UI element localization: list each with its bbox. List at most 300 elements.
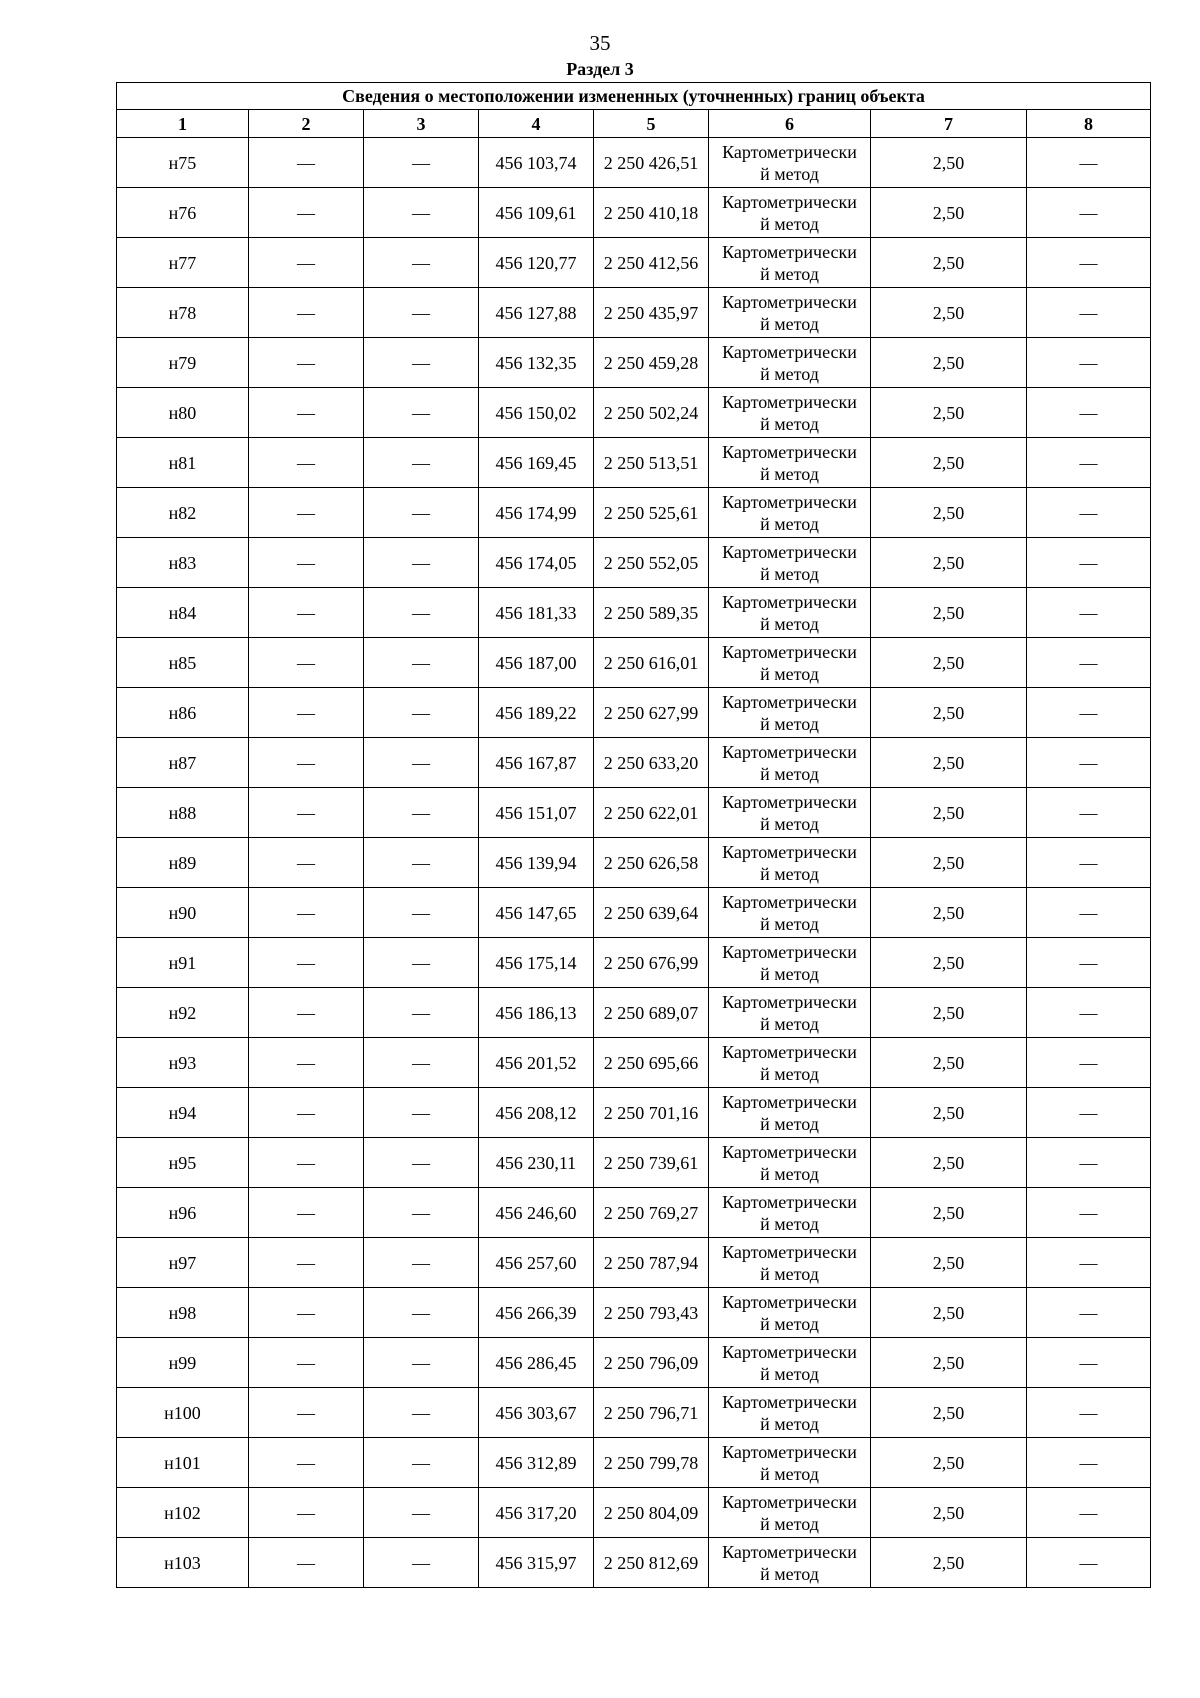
method-text-line1: Картометрически (722, 491, 857, 512)
y-coordinate-cell: 2 250 622,01 (594, 788, 709, 838)
point-name-cell: н97 (117, 1238, 249, 1288)
x-coordinate-cell: 456 127,88 (479, 288, 594, 338)
y-coordinate-cell: 2 250 410,18 (594, 188, 709, 238)
empty-value-cell: — (1027, 138, 1151, 188)
y-coordinate-cell: 2 250 459,28 (594, 338, 709, 388)
accuracy-cell: 2,50 (871, 1438, 1027, 1488)
point-name-cell: н87 (117, 738, 249, 788)
empty-value-cell: — (364, 1338, 479, 1388)
method-cell (709, 538, 871, 588)
table-row (117, 1338, 1151, 1388)
empty-value-cell: — (364, 1388, 479, 1438)
table-row (117, 488, 1151, 538)
y-coordinate-cell: 2 250 525,61 (594, 488, 709, 538)
method-cell (709, 1538, 871, 1588)
empty-value-cell: — (249, 1488, 364, 1538)
column-header: 4 (479, 110, 594, 138)
method-cell (709, 1338, 871, 1388)
accuracy-cell: 2,50 (871, 638, 1027, 688)
empty-value-cell: — (364, 588, 479, 638)
method-text-line1: Картометрически (722, 541, 857, 562)
method-text-line2: й метод (760, 763, 819, 784)
empty-value-cell: — (1027, 488, 1151, 538)
empty-value-cell: — (1027, 188, 1151, 238)
empty-value-cell: — (1027, 638, 1151, 688)
empty-value-cell: — (249, 838, 364, 888)
accuracy-cell: 2,50 (871, 688, 1027, 738)
table-row (117, 1088, 1151, 1138)
method-cell (709, 438, 871, 488)
method-text-line2: й метод (760, 313, 819, 334)
y-coordinate-cell: 2 250 633,20 (594, 738, 709, 788)
empty-value-cell: — (1027, 1138, 1151, 1188)
method-text-line1: Картометрически (722, 391, 857, 412)
accuracy-cell: 2,50 (871, 1488, 1027, 1538)
accuracy-cell: 2,50 (871, 238, 1027, 288)
accuracy-cell: 2,50 (871, 1038, 1027, 1088)
y-coordinate-cell: 2 250 589,35 (594, 588, 709, 638)
method-cell (709, 138, 871, 188)
point-name-cell: н92 (117, 988, 249, 1038)
empty-value-cell: — (249, 1338, 364, 1388)
method-text-line1: Картометрически (722, 1091, 857, 1112)
table-title: Сведения о местоположении измененных (уточненных) границ объекта (117, 83, 1151, 110)
empty-value-cell: — (364, 888, 479, 938)
empty-value-cell: — (1027, 1288, 1151, 1338)
method-text-line2: й метод (760, 263, 819, 284)
empty-value-cell: — (364, 1238, 479, 1288)
method-text-line1: Картометрически (722, 441, 857, 462)
x-coordinate-cell: 456 187,00 (479, 638, 594, 688)
table-row (117, 388, 1151, 438)
point-name-cell: н99 (117, 1338, 249, 1388)
point-name-cell: н86 (117, 688, 249, 738)
y-coordinate-cell: 2 250 812,69 (594, 1538, 709, 1588)
point-name-cell: н88 (117, 788, 249, 838)
x-coordinate-cell: 456 230,11 (479, 1138, 594, 1188)
y-coordinate-cell: 2 250 627,99 (594, 688, 709, 738)
method-text-line2: й метод (760, 1513, 819, 1534)
method-cell (709, 988, 871, 1038)
column-header-row (117, 110, 1151, 138)
method-text-line1: Картометрически (722, 1291, 857, 1312)
x-coordinate-cell: 456 181,33 (479, 588, 594, 638)
y-coordinate-cell: 2 250 412,56 (594, 238, 709, 288)
x-coordinate-cell: 456 151,07 (479, 788, 594, 838)
table-row (117, 338, 1151, 388)
point-name-cell: н79 (117, 338, 249, 388)
method-cell (709, 1188, 871, 1238)
accuracy-cell: 2,50 (871, 338, 1027, 388)
empty-value-cell: — (364, 338, 479, 388)
table-row (117, 788, 1151, 838)
point-name-cell: н103 (117, 1538, 249, 1588)
method-cell (709, 738, 871, 788)
method-text-line2: й метод (760, 713, 819, 734)
method-text-line1: Картометрически (722, 1491, 857, 1512)
method-cell (709, 1138, 871, 1188)
table-row (117, 838, 1151, 888)
method-cell (709, 488, 871, 538)
point-name-cell: н101 (117, 1438, 249, 1488)
y-coordinate-cell: 2 250 799,78 (594, 1438, 709, 1488)
column-header: 7 (871, 110, 1027, 138)
empty-value-cell: — (1027, 1438, 1151, 1488)
empty-value-cell: — (364, 988, 479, 1038)
method-text-line2: й метод (760, 1013, 819, 1034)
y-coordinate-cell: 2 250 769,27 (594, 1188, 709, 1238)
empty-value-cell: — (249, 288, 364, 338)
y-coordinate-cell: 2 250 616,01 (594, 638, 709, 688)
method-text-line2: й метод (760, 663, 819, 684)
page-number: 35 (589, 31, 611, 55)
empty-value-cell: — (249, 238, 364, 288)
y-coordinate-cell: 2 250 552,05 (594, 538, 709, 588)
method-cell (709, 288, 871, 338)
empty-value-cell: — (364, 388, 479, 438)
method-cell (709, 188, 871, 238)
table-row (117, 288, 1151, 338)
empty-value-cell: — (249, 138, 364, 188)
table-row (117, 1488, 1151, 1538)
method-text-line1: Картометрически (722, 641, 857, 662)
column-header: 1 (117, 110, 249, 138)
empty-value-cell: — (1027, 538, 1151, 588)
empty-value-cell: — (1027, 338, 1151, 388)
table-row (117, 238, 1151, 288)
x-coordinate-cell: 456 201,52 (479, 1038, 594, 1088)
x-coordinate-cell: 456 103,74 (479, 138, 594, 188)
empty-value-cell: — (249, 1188, 364, 1238)
point-name-cell: н93 (117, 1038, 249, 1088)
accuracy-cell: 2,50 (871, 488, 1027, 538)
x-coordinate-cell: 456 139,94 (479, 838, 594, 888)
accuracy-cell: 2,50 (871, 888, 1027, 938)
table-row (117, 438, 1151, 488)
y-coordinate-cell: 2 250 639,64 (594, 888, 709, 938)
x-coordinate-cell: 456 315,97 (479, 1538, 594, 1588)
method-text-line1: Картометрически (722, 1241, 857, 1262)
method-cell (709, 1438, 871, 1488)
accuracy-cell: 2,50 (871, 188, 1027, 238)
method-text-line2: й метод (760, 1463, 819, 1484)
method-cell (709, 888, 871, 938)
empty-value-cell: — (1027, 388, 1151, 438)
x-coordinate-cell: 456 246,60 (479, 1188, 594, 1238)
method-text-line1: Картометрически (722, 691, 857, 712)
point-name-cell: н96 (117, 1188, 249, 1238)
x-coordinate-cell: 456 286,45 (479, 1338, 594, 1388)
empty-value-cell: — (364, 1288, 479, 1338)
method-text-line1: Картометрически (722, 891, 857, 912)
empty-value-cell: — (364, 1038, 479, 1088)
accuracy-cell: 2,50 (871, 838, 1027, 888)
y-coordinate-cell: 2 250 695,66 (594, 1038, 709, 1088)
x-coordinate-cell: 456 312,89 (479, 1438, 594, 1488)
point-name-cell: н78 (117, 288, 249, 338)
method-text-line2: й метод (760, 1413, 819, 1434)
empty-value-cell: — (364, 488, 479, 538)
point-name-cell: н85 (117, 638, 249, 688)
empty-value-cell: — (249, 738, 364, 788)
empty-value-cell: — (1027, 838, 1151, 888)
coordinates-table (116, 82, 1151, 1588)
y-coordinate-cell: 2 250 626,58 (594, 838, 709, 888)
column-header: 2 (249, 110, 364, 138)
empty-value-cell: — (364, 1188, 479, 1238)
method-text-line2: й метод (760, 913, 819, 934)
empty-value-cell: — (1027, 238, 1151, 288)
method-cell (709, 1388, 871, 1438)
column-header: 3 (364, 110, 479, 138)
point-name-cell: н94 (117, 1088, 249, 1138)
method-cell (709, 238, 871, 288)
y-coordinate-cell: 2 250 701,16 (594, 1088, 709, 1138)
y-coordinate-cell: 2 250 689,07 (594, 988, 709, 1038)
table-row (117, 638, 1151, 688)
accuracy-cell: 2,50 (871, 738, 1027, 788)
empty-value-cell: — (364, 838, 479, 888)
point-name-cell: н76 (117, 188, 249, 238)
method-text-line1: Картометрически (722, 591, 857, 612)
empty-value-cell: — (1027, 1238, 1151, 1288)
y-coordinate-cell: 2 250 502,24 (594, 388, 709, 438)
empty-value-cell: — (249, 1238, 364, 1288)
table-row (117, 1438, 1151, 1488)
method-text-line1: Картометрически (722, 1191, 857, 1212)
table-row (117, 1538, 1151, 1588)
empty-value-cell: — (1027, 988, 1151, 1038)
point-name-cell: н100 (117, 1388, 249, 1438)
empty-value-cell: — (249, 588, 364, 638)
method-text-line1: Картометрически (722, 1141, 857, 1162)
empty-value-cell: — (1027, 588, 1151, 638)
accuracy-cell: 2,50 (871, 1088, 1027, 1138)
x-coordinate-cell: 456 169,45 (479, 438, 594, 488)
point-name-cell: н83 (117, 538, 249, 588)
x-coordinate-cell: 456 132,35 (479, 338, 594, 388)
accuracy-cell: 2,50 (871, 538, 1027, 588)
method-text-line2: й метод (760, 363, 819, 384)
x-coordinate-cell: 456 147,65 (479, 888, 594, 938)
empty-value-cell: — (1027, 888, 1151, 938)
empty-value-cell: — (1027, 1338, 1151, 1388)
x-coordinate-cell: 456 174,99 (479, 488, 594, 538)
method-text-line2: й метод (760, 613, 819, 634)
x-coordinate-cell: 456 120,77 (479, 238, 594, 288)
accuracy-cell: 2,50 (871, 1238, 1027, 1288)
column-header: 6 (709, 110, 871, 138)
empty-value-cell: — (249, 1438, 364, 1488)
method-text-line2: й метод (760, 1113, 819, 1134)
table-row (117, 1388, 1151, 1438)
empty-value-cell: — (249, 1088, 364, 1138)
empty-value-cell: — (364, 738, 479, 788)
empty-value-cell: — (364, 1438, 479, 1488)
table-row (117, 688, 1151, 738)
accuracy-cell: 2,50 (871, 438, 1027, 488)
y-coordinate-cell: 2 250 513,51 (594, 438, 709, 488)
point-name-cell: н81 (117, 438, 249, 488)
table-row (117, 188, 1151, 238)
accuracy-cell: 2,50 (871, 1538, 1027, 1588)
y-coordinate-cell: 2 250 804,09 (594, 1488, 709, 1538)
empty-value-cell: — (1027, 788, 1151, 838)
empty-value-cell: — (1027, 1538, 1151, 1588)
accuracy-cell: 2,50 (871, 1288, 1027, 1338)
method-text-line1: Картометрически (722, 941, 857, 962)
method-text-line2: й метод (760, 1263, 819, 1284)
y-coordinate-cell: 2 250 793,43 (594, 1288, 709, 1338)
method-text-line2: й метод (760, 1363, 819, 1384)
method-cell (709, 788, 871, 838)
point-name-cell: н95 (117, 1138, 249, 1188)
empty-value-cell: — (249, 1138, 364, 1188)
empty-value-cell: — (249, 188, 364, 238)
accuracy-cell: 2,50 (871, 1338, 1027, 1388)
table-row (117, 138, 1151, 188)
method-text-line1: Картометрически (722, 1441, 857, 1462)
empty-value-cell: — (249, 988, 364, 1038)
empty-value-cell: — (364, 688, 479, 738)
x-coordinate-cell: 456 167,87 (479, 738, 594, 788)
empty-value-cell: — (364, 938, 479, 988)
column-header: 8 (1027, 110, 1151, 138)
point-name-cell: н98 (117, 1288, 249, 1338)
method-cell (709, 638, 871, 688)
method-text-line1: Картометрически (722, 191, 857, 212)
table-row (117, 1138, 1151, 1188)
empty-value-cell: — (364, 188, 479, 238)
accuracy-cell: 2,50 (871, 588, 1027, 638)
accuracy-cell: 2,50 (871, 938, 1027, 988)
table-row (117, 1188, 1151, 1238)
empty-value-cell: — (1027, 1488, 1151, 1538)
table-body (117, 138, 1151, 1588)
method-text-line1: Картометрически (722, 291, 857, 312)
accuracy-cell: 2,50 (871, 1388, 1027, 1438)
empty-value-cell: — (1027, 438, 1151, 488)
empty-value-cell: — (1027, 738, 1151, 788)
point-name-cell: н91 (117, 938, 249, 988)
empty-value-cell: — (249, 638, 364, 688)
y-coordinate-cell: 2 250 739,61 (594, 1138, 709, 1188)
method-cell (709, 1288, 871, 1338)
empty-value-cell: — (1027, 938, 1151, 988)
table-row (117, 938, 1151, 988)
x-coordinate-cell: 456 109,61 (479, 188, 594, 238)
method-text-line1: Картометрически (722, 1541, 857, 1562)
method-text-line2: й метод (760, 513, 819, 534)
empty-value-cell: — (1027, 1088, 1151, 1138)
method-cell (709, 1038, 871, 1088)
method-cell (709, 1488, 871, 1538)
empty-value-cell: — (364, 288, 479, 338)
section-title: Раздел 3 (566, 59, 634, 79)
empty-value-cell: — (249, 388, 364, 438)
method-text-line2: й метод (760, 163, 819, 184)
accuracy-cell: 2,50 (871, 988, 1027, 1038)
empty-value-cell: — (1027, 1188, 1151, 1238)
empty-value-cell: — (249, 488, 364, 538)
x-coordinate-cell: 456 266,39 (479, 1288, 594, 1338)
table-row (117, 1038, 1151, 1088)
point-name-cell: н77 (117, 238, 249, 288)
empty-value-cell: — (364, 1138, 479, 1188)
empty-value-cell: — (364, 238, 479, 288)
method-cell (709, 338, 871, 388)
column-header: 5 (594, 110, 709, 138)
x-coordinate-cell: 456 175,14 (479, 938, 594, 988)
method-text-line2: й метод (760, 1163, 819, 1184)
method-text-line1: Картометрически (722, 841, 857, 862)
empty-value-cell: — (249, 688, 364, 738)
empty-value-cell: — (249, 1038, 364, 1088)
empty-value-cell: — (249, 338, 364, 388)
empty-value-cell: — (364, 1088, 479, 1138)
method-text-line1: Картометрически (722, 1341, 857, 1362)
x-coordinate-cell: 456 189,22 (479, 688, 594, 738)
table-row (117, 1238, 1151, 1288)
method-cell (709, 688, 871, 738)
empty-value-cell: — (249, 538, 364, 588)
table-title-row (117, 83, 1151, 110)
method-text-line2: й метод (760, 963, 819, 984)
empty-value-cell: — (364, 638, 479, 688)
table-row (117, 888, 1151, 938)
empty-value-cell: — (249, 1538, 364, 1588)
method-text-line1: Картометрически (722, 1041, 857, 1062)
y-coordinate-cell: 2 250 426,51 (594, 138, 709, 188)
table-row (117, 588, 1151, 638)
y-coordinate-cell: 2 250 796,09 (594, 1338, 709, 1388)
method-text-line1: Картометрически (722, 141, 857, 162)
method-cell (709, 1238, 871, 1288)
point-name-cell: н90 (117, 888, 249, 938)
table-row (117, 738, 1151, 788)
method-text-line1: Картометрически (722, 991, 857, 1012)
method-text-line2: й метод (760, 213, 819, 234)
point-name-cell: н82 (117, 488, 249, 538)
method-text-line2: й метод (760, 1213, 819, 1234)
method-text-line1: Картометрически (722, 1391, 857, 1412)
empty-value-cell: — (364, 438, 479, 488)
accuracy-cell: 2,50 (871, 1188, 1027, 1238)
y-coordinate-cell: 2 250 796,71 (594, 1388, 709, 1438)
x-coordinate-cell: 456 186,13 (479, 988, 594, 1038)
table-row (117, 1288, 1151, 1338)
method-cell (709, 938, 871, 988)
method-cell (709, 1088, 871, 1138)
empty-value-cell: — (364, 1538, 479, 1588)
x-coordinate-cell: 456 174,05 (479, 538, 594, 588)
empty-value-cell: — (1027, 688, 1151, 738)
empty-value-cell: — (249, 788, 364, 838)
point-name-cell: н80 (117, 388, 249, 438)
method-text-line2: й метод (760, 1563, 819, 1584)
empty-value-cell: — (364, 1488, 479, 1538)
empty-value-cell: — (364, 138, 479, 188)
method-text-line2: й метод (760, 563, 819, 584)
empty-value-cell: — (1027, 1038, 1151, 1088)
point-name-cell: н75 (117, 138, 249, 188)
empty-value-cell: — (1027, 1388, 1151, 1438)
method-text-line2: й метод (760, 863, 819, 884)
point-name-cell: н84 (117, 588, 249, 638)
x-coordinate-cell: 456 208,12 (479, 1088, 594, 1138)
empty-value-cell: — (249, 1288, 364, 1338)
x-coordinate-cell: 456 257,60 (479, 1238, 594, 1288)
